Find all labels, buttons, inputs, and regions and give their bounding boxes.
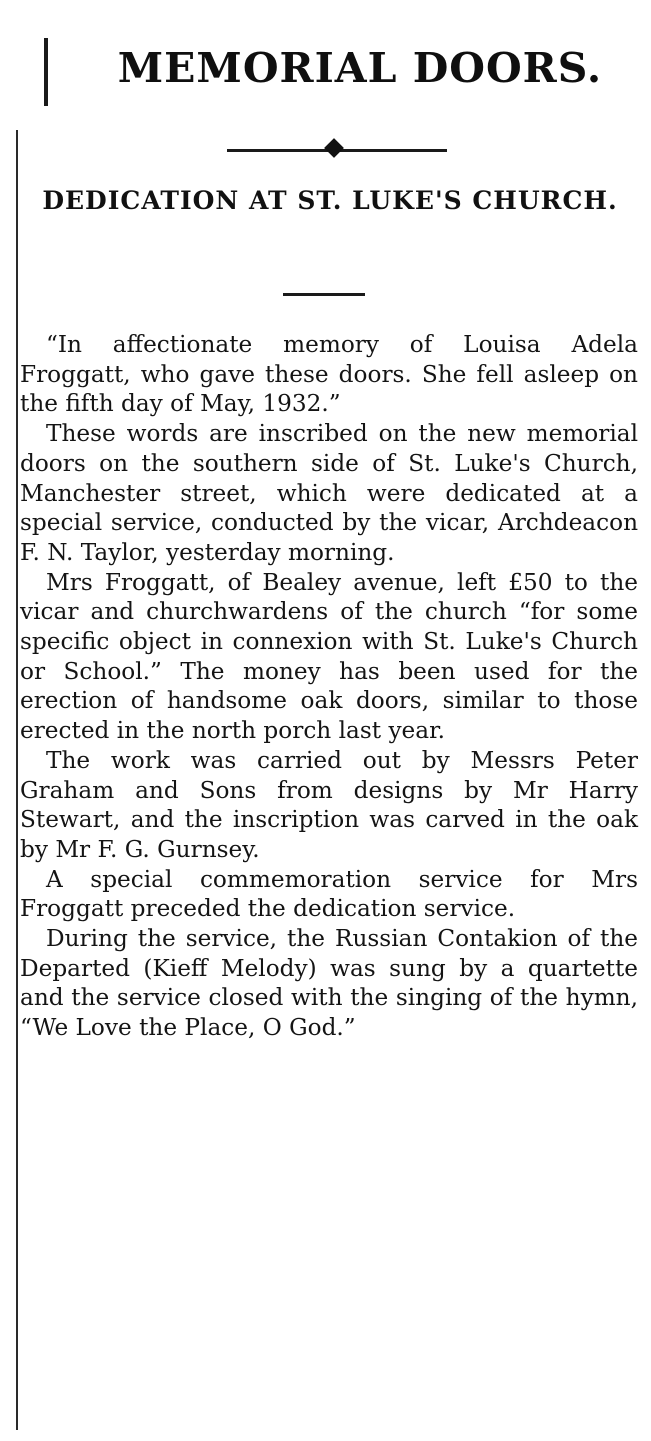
paragraph-inscription: “In affectionate memory of Louisa Adela Froggatt, who gave these doors. She fell asleep on the fifth day of May, 1932.” xyxy=(20,331,638,418)
headline: MEMORIAL DOORS. xyxy=(117,44,603,92)
paragraph-service: During the service, the Russian Contakion of the Departed (Kieff Melody) was sung by a quartette and the service closed with the singing of the hymn, “We Love the Place, O God.” xyxy=(20,925,638,1042)
paragraph-commemoration: A special commemoration service for Mrs Froggatt preceded the dedication service. xyxy=(20,865,638,923)
subheadline: DEDICATION AT ST. LUKE'S CHURCH. xyxy=(42,186,618,215)
diamond-ornament-icon xyxy=(324,138,344,158)
column-rule-top xyxy=(44,38,48,106)
article-body xyxy=(20,330,638,1043)
ornamental-divider xyxy=(227,140,447,160)
paragraph-bequest: Mrs Froggatt, of Bealey avenue, left £50 to the vicar and churchwardens of the church “for some specific object in connexion with St. Luke's Church or School.” The money has been used for the erection of handsome oak doors, similar to those erected in the north porch last year. xyxy=(20,568,638,745)
column-rule-left xyxy=(16,130,18,1430)
paragraph-dedication: These words are inscribed on the new memorial doors on the southern side of St. Luke's Church, Manchester street, which were dedicated at a special service, conducted by the vicar, Archdeacon F. N. Taylor, yesterday morning. xyxy=(20,420,638,566)
paragraph-workmanship: The work was carried out by Messrs Peter Graham and Sons from designs by Mr Harry Stewart, and the inscription was carved in the oak by Mr F. G. Gurnsey. xyxy=(20,746,638,863)
short-divider xyxy=(283,293,365,296)
